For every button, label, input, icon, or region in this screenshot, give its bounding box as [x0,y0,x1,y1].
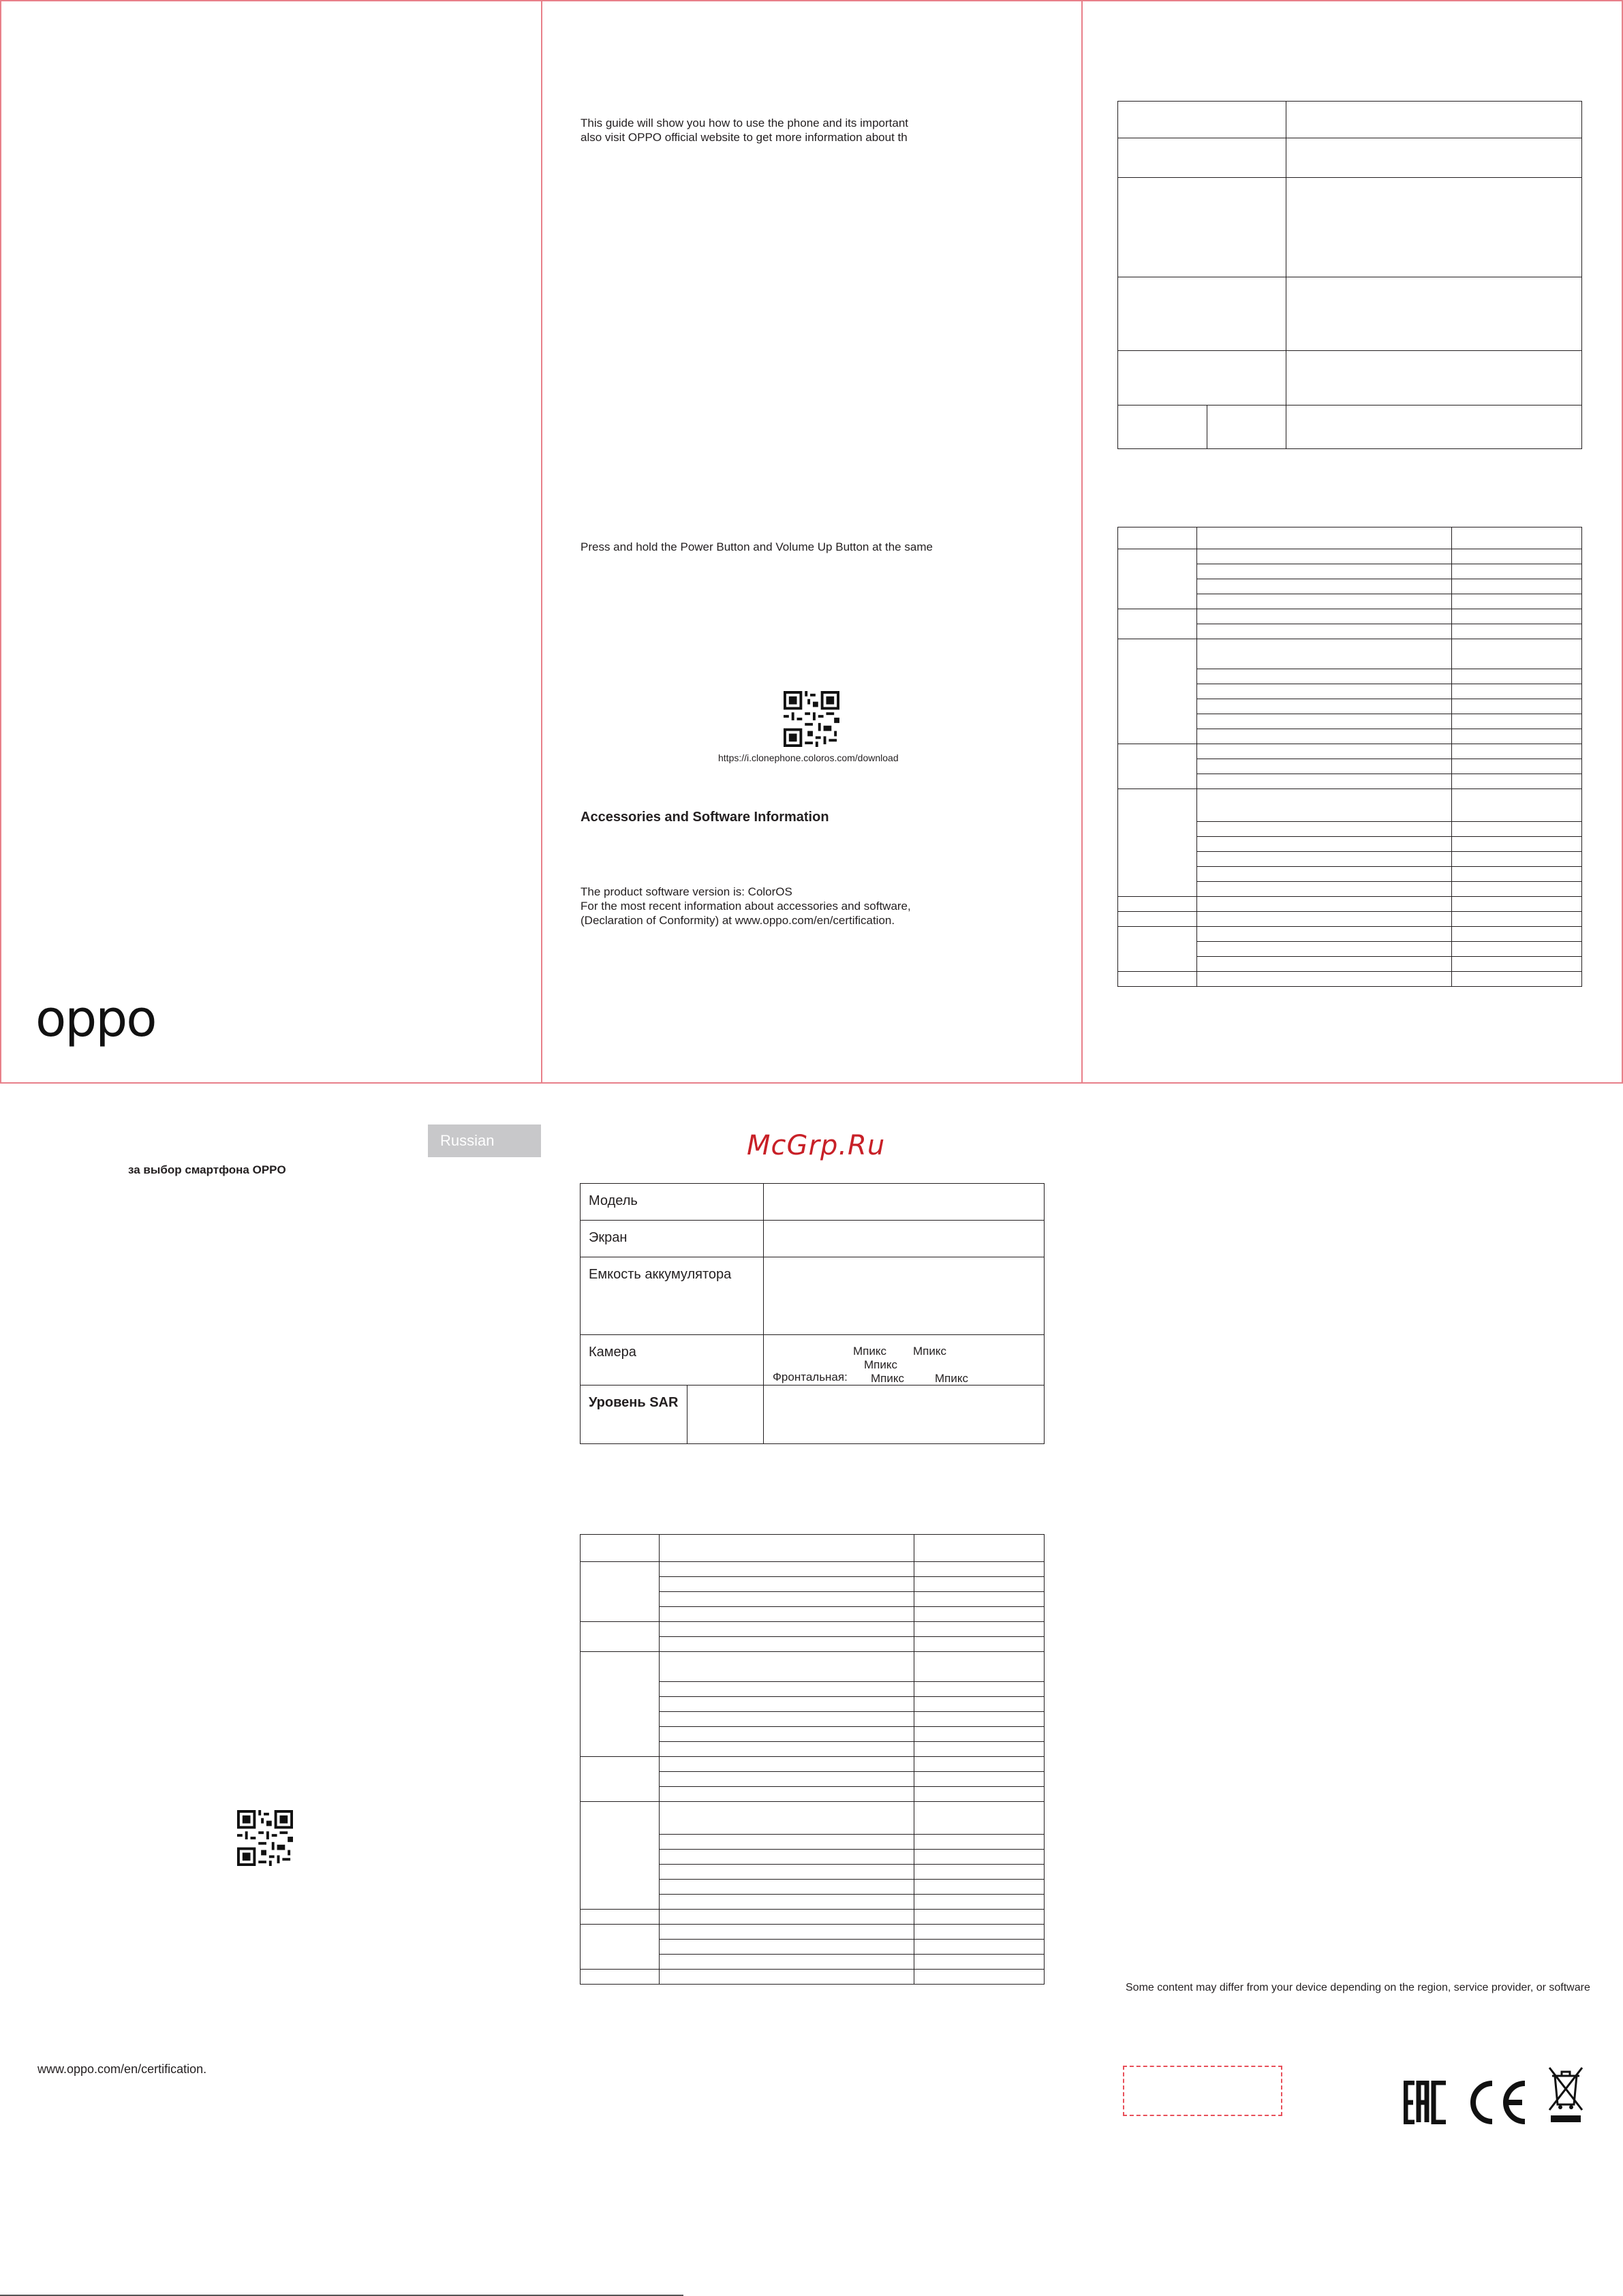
table-row [1118,912,1582,927]
table-cell [1452,852,1582,867]
table-cell [660,1925,914,1940]
table-cell [1197,744,1452,759]
table-cell [1452,822,1582,837]
table-cell [1452,789,1582,822]
table-cell [1197,957,1452,972]
table-cell [1452,942,1582,957]
table-row [1118,744,1582,759]
table-cell [1118,972,1197,987]
table-row [581,1652,1045,1682]
table-cell [1197,714,1452,729]
spec-value-battery [764,1257,1045,1335]
table-cell [1118,527,1197,549]
camera-front-label: Фронтальная: [773,1371,848,1383]
table-row [1118,789,1582,822]
table-cell [914,1757,1045,1772]
spec-label-screen: Экран [581,1221,764,1257]
intro-line-1: This guide will show you how to use the phone and its important [581,117,908,129]
table-cell [1197,942,1452,957]
spec-cell [1118,277,1286,351]
table-cell [914,1802,1045,1835]
table-cell [914,1607,1045,1622]
spec-cell [1118,351,1286,405]
table-cell [660,1835,914,1850]
spec-cell [1286,178,1582,277]
table-cell [660,1622,914,1637]
table-cell [660,1592,914,1607]
table-cell [914,1865,1045,1880]
table-cell [1452,759,1582,774]
table-cell [1452,897,1582,912]
table-row [1118,927,1582,942]
table-row [1118,549,1582,564]
table-cell [1452,912,1582,927]
table-cell [1452,882,1582,897]
fold-line-2 [1081,0,1083,1084]
table-cell [914,1955,1045,1970]
table-cell [914,1727,1045,1742]
table-cell [914,1577,1045,1592]
intro-line-2: also visit OPPO official website to get more information about th [581,131,908,144]
table-cell [581,1622,660,1652]
table-cell [914,1535,1045,1562]
spec-value-screen [764,1221,1045,1257]
table-cell [914,1622,1045,1637]
table-cell [660,1712,914,1727]
table-cell [1118,897,1197,912]
spec-cell [1286,102,1582,138]
spec-cell [764,1386,1045,1444]
spec-cell [1118,102,1286,138]
clone-phone-url[interactable]: https://i.clonephone.coloros.com/download [718,752,899,763]
table-cell [1452,609,1582,624]
panel-horizontal-fold [0,1082,1623,1084]
table-row [1118,639,1582,669]
table-cell [914,1652,1045,1682]
table-row [581,1257,1045,1335]
table-row [1118,609,1582,624]
table-cell [914,1592,1045,1607]
table-cell [660,1607,914,1622]
ce-mark-icon [1464,2081,1529,2124]
camera-mp-b: Мпикс [913,1345,946,1358]
table-row [1118,972,1582,987]
spec-table-en [1117,101,1582,449]
table-cell [1118,912,1197,927]
table-cell [660,1910,914,1925]
table-cell [1452,837,1582,852]
table-cell [914,1697,1045,1712]
table-row [581,1925,1045,1940]
spec-cell [1286,138,1582,178]
table-cell [1118,744,1197,789]
table-row [581,1910,1045,1925]
table-cell [1452,549,1582,564]
table-row [581,1802,1045,1835]
russian-language-tag: Russian [428,1124,541,1157]
spec-cell [1118,178,1286,277]
table-cell [914,1940,1045,1955]
table-row [1118,277,1582,351]
table-cell [660,1955,914,1970]
region-disclaimer: Some content may differ from your device depending on the region, service provider, or software [1126,1982,1590,1993]
table-cell [660,1787,914,1802]
table-cell [914,1712,1045,1727]
table-cell [1452,774,1582,789]
table-cell [1452,714,1582,729]
software-line-2: For the most recent information about accessories and software, [581,900,911,913]
camera-mp-a: Мпикс [853,1345,886,1358]
table-cell [1452,927,1582,942]
table-cell [1197,549,1452,564]
table-row [581,1221,1045,1257]
camera-mp-d: Мпикс [871,1372,904,1385]
table-cell [914,1772,1045,1787]
table-cell [1197,699,1452,714]
power-instruction: Press and hold the Power Button and Volume Up Button at the same [581,540,933,553]
table-cell [660,1697,914,1712]
table-row [1118,527,1582,549]
table-cell [1197,639,1452,669]
table-cell [660,1850,914,1865]
spec-cell [1207,405,1286,449]
spec-value-model [764,1184,1045,1221]
table-cell [581,1535,660,1562]
table-cell [1197,609,1452,624]
table-cell [914,1562,1045,1577]
table-cell [660,1940,914,1955]
table-cell [1118,927,1197,972]
table-cell [1118,549,1197,609]
table-cell [1197,837,1452,852]
table-cell [581,1910,660,1925]
table-cell [914,1880,1045,1895]
table-cell [1197,822,1452,837]
table-cell [581,1970,660,1985]
table-row [1118,138,1582,178]
table-cell [660,1970,914,1985]
table-cell [660,1865,914,1880]
spec-cell [1286,351,1582,405]
table-cell [660,1652,914,1682]
table-cell [914,1850,1045,1865]
clone-phone-qr-code [784,691,839,747]
spec-table-ru [580,1183,1045,1444]
clone-phone-qr-code-ru [237,1810,293,1866]
fold-line-left [0,0,1,1084]
oppo-logo: oppo [35,990,156,1048]
table-cell [660,1577,914,1592]
table-cell [1452,972,1582,987]
table-cell [914,1682,1045,1697]
table-cell [1197,527,1452,549]
table-row [581,1386,1045,1444]
table-cell [1197,564,1452,579]
table-cell [660,1535,914,1562]
table-cell [1197,867,1452,882]
table-cell [660,1895,914,1910]
watermark: McGrp.Ru [747,1130,886,1161]
table-cell [1197,897,1452,912]
spec-label-battery: Емкость аккумулятора [581,1257,764,1335]
table-cell [1197,759,1452,774]
table-cell [1197,972,1452,987]
table-cell [1197,927,1452,942]
panel-top-edge [0,0,1623,1]
spec-label-model: Модель [581,1184,764,1221]
table-cell [1118,639,1197,744]
table-cell [1197,579,1452,594]
table-cell [660,1727,914,1742]
spec-cell [687,1386,764,1444]
table-cell [1452,594,1582,609]
table-row [1118,897,1582,912]
table-row [1118,351,1582,405]
table-cell [1197,912,1452,927]
certification-url[interactable]: www.oppo.com/en/certification. [37,2062,207,2076]
table-cell [1197,684,1452,699]
table-cell [660,1742,914,1757]
table-cell [581,1652,660,1757]
table-cell [1452,579,1582,594]
band-table-ru [580,1534,1045,1985]
crossed-bin-icon [1547,2065,1585,2126]
table-cell [914,1910,1045,1925]
accessories-heading: Accessories and Software Information [581,810,829,825]
table-row [1118,405,1582,449]
label-placeholder-box [1123,2066,1282,2116]
table-cell [1452,684,1582,699]
table-cell [1118,789,1197,897]
table-cell [1197,774,1452,789]
spec-cell [1286,277,1582,351]
table-cell [660,1637,914,1652]
software-line-3: (Declaration of Conformity) at www.oppo.com/en/certification. [581,914,895,927]
table-cell [1452,957,1582,972]
table-row [581,1757,1045,1772]
thanks-text: за выбор смартфона OPPO [128,1163,286,1176]
spec-cell [1286,405,1582,449]
table-cell [1197,882,1452,897]
table-cell [660,1682,914,1697]
table-cell [1197,594,1452,609]
eac-mark-icon [1404,2081,1449,2124]
table-cell [581,1925,660,1970]
table-row [1118,178,1582,277]
table-row [581,1622,1045,1637]
table-row [581,1535,1045,1562]
spec-label-sar: Уровень SAR [581,1386,687,1444]
table-row [581,1184,1045,1221]
software-line-1: The product software version is: ColorOS [581,885,792,898]
table-cell [660,1562,914,1577]
table-cell [1197,669,1452,684]
camera-mp-c: Мпикс [864,1358,897,1371]
table-cell [1118,609,1197,639]
table-row [1118,102,1582,138]
table-cell [914,1925,1045,1940]
table-cell [1452,699,1582,714]
table-cell [581,1802,660,1910]
table-cell [1452,867,1582,882]
table-cell [660,1772,914,1787]
table-cell [1452,639,1582,669]
table-cell [1452,564,1582,579]
spec-cell [1118,405,1207,449]
spec-cell [1118,138,1286,178]
table-cell [1197,852,1452,867]
table-cell [1452,669,1582,684]
table-cell [1452,624,1582,639]
table-cell [660,1757,914,1772]
table-cell [914,1970,1045,1985]
table-cell [581,1757,660,1802]
table-cell [1452,527,1582,549]
table-cell [914,1835,1045,1850]
table-cell [660,1802,914,1835]
table-cell [581,1562,660,1622]
table-cell [914,1637,1045,1652]
table-row [581,1970,1045,1985]
table-cell [914,1895,1045,1910]
table-cell [660,1880,914,1895]
table-cell [914,1742,1045,1757]
table-cell [1197,729,1452,744]
table-cell [1452,744,1582,759]
spec-label-camera: Камера [581,1335,764,1386]
table-cell [1197,789,1452,822]
band-table-en [1117,527,1582,987]
camera-mp-e: Мпикс [935,1372,968,1385]
table-cell [1452,729,1582,744]
table-cell [1197,624,1452,639]
table-cell [914,1787,1045,1802]
fold-line-1 [541,0,542,1084]
table-row [581,1562,1045,1577]
